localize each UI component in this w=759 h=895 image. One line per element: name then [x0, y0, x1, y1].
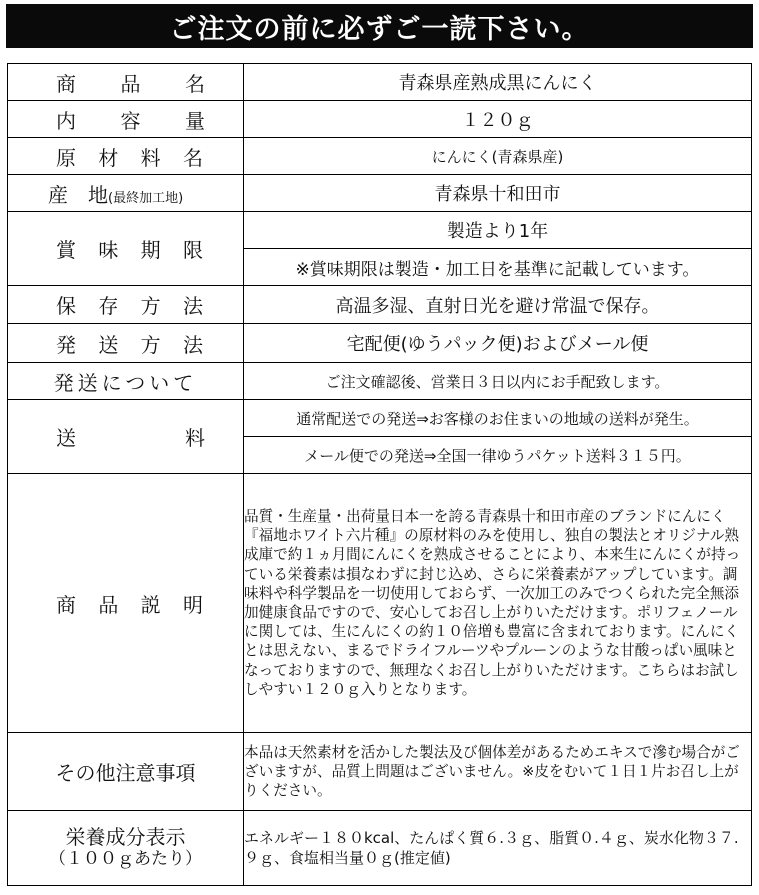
- value-raw-material: にんにく(青森県産): [244, 138, 752, 175]
- row-about-shipping: [8, 363, 752, 400]
- order-notice-banner: [6, 4, 753, 48]
- row-storage: [8, 286, 752, 324]
- label-storage: 保 存 方 法: [8, 286, 244, 324]
- label-expiry: 賞 味 期 限: [8, 212, 244, 286]
- value-nutrition: エネルギー１８０kcal、たんぱく質６.３ｇ、脂質０.４ｇ、炭水化物３７.９ｇ、食塩相当量０ｇ(推定値): [244, 811, 752, 886]
- value-storage: 高温多湿、直射日光を避け常温で保存。: [244, 286, 752, 324]
- label-nutrition: [8, 811, 244, 886]
- value-postage-normal: 通常配送での発送⇒お客様のお住まいの地域の送料が発生。: [244, 400, 752, 437]
- row-origin: [8, 175, 752, 212]
- order-notice-text: ご注文の前に必ずご一読下さい。: [169, 13, 590, 45]
- value-shipping-method: 宅配便(ゆうパック便)およびメール便: [244, 324, 752, 363]
- label-postage: 送 料: [8, 400, 244, 474]
- value-other-notes: 本品は天然素材を活かした製法及び個体差があるためエキスで滲む場合がございますが、品質上問題はございません。※皮をむいて１日１片お召し上がりください。: [244, 733, 752, 811]
- label-description: 商 品 説 明: [8, 474, 244, 733]
- value-expiry-period: 製造より1年: [244, 212, 752, 249]
- label-about-shipping: 発送について: [8, 363, 244, 400]
- label-raw-material: 原 材 料 名: [8, 138, 244, 175]
- row-content-amount: [8, 101, 752, 138]
- value-about-shipping: ご注文確認後、営業日３日以内にお手配致します。: [244, 363, 752, 400]
- label-content-amount: 内 容 量: [8, 101, 244, 138]
- row-postage-1: [8, 400, 752, 437]
- row-other-notes: [8, 733, 752, 811]
- nutrition-basis: （１００ｇあたり）: [49, 849, 202, 869]
- row-description: [8, 474, 752, 733]
- label-other-notes: その他注意事項: [8, 733, 244, 811]
- row-nutrition: [8, 811, 752, 886]
- label-shipping-method: 発 送 方 法: [8, 324, 244, 363]
- value-postage-mail: メール便での発送⇒全国一律ゆうパケット送料３１５円。: [244, 437, 752, 474]
- row-expiry-1: [8, 212, 752, 249]
- value-expiry-note: ※賞味期限は製造・加工日を基準に記載しています。: [244, 249, 752, 286]
- value-origin: 青森県十和田市: [244, 175, 752, 212]
- nutrition-title: 栄養成分表示: [65, 825, 186, 849]
- value-content-amount: １２０ｇ: [244, 101, 752, 138]
- value-description: 品質・生産量・出荷量日本一を誇る青森県十和田市産のブランドにんにく『福地ホワイト六片種』の原材料のみを使用し、独自の製法とオリジナル熟成庫で約１ヵ月間にんにくを熟成させることにより、本来生にんにくが持っている栄養素は損なわずに封じ込め、さらに栄養素がアップしています。調味料や科学製品を一切使用しておらず、一次加工のみでつくられた完全無添加健康食品ですので、安心してお召し上がりいただけます。ポリフェノールに関しては、生にんにくの約１０倍増も豊富に含まれております。にんにくとは思えない、まるでドライフルーツやプルーンのような甘酸っぱい風味となっておりますので、無理なくお召し上がりいただけます。こちらはお試ししやすい１２０ｇ入りとなります。: [244, 474, 752, 733]
- value-product-name: 青森県産熟成黒にんにく: [244, 64, 752, 101]
- row-shipping-method: [8, 324, 752, 363]
- row-raw-material: [8, 138, 752, 175]
- row-product-name: [8, 64, 752, 101]
- label-product-name: 商 品 名: [8, 64, 244, 101]
- product-spec-table: [7, 63, 752, 886]
- label-origin: 産 地(最終加工地): [8, 175, 244, 212]
